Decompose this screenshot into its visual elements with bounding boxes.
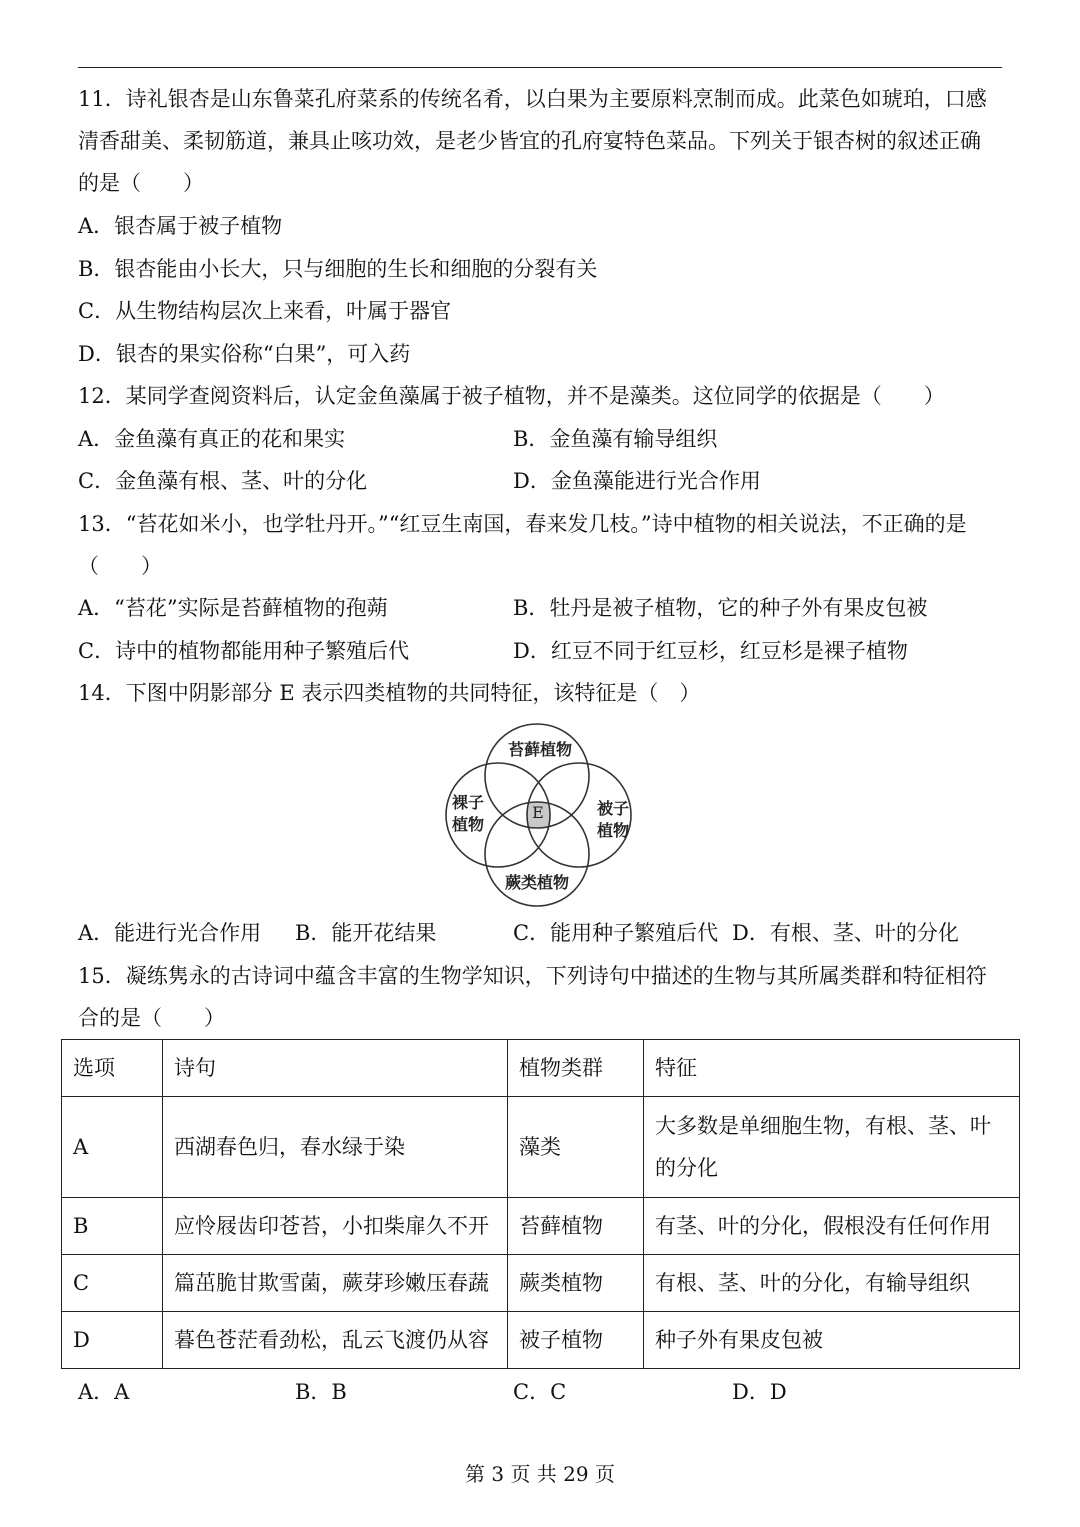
table-cell	[644, 1097, 1020, 1198]
table-row	[62, 1198, 1020, 1255]
q15-stem-line1: 15．凝练隽永的古诗词中蕴含丰富的生物学知识，下列诗句中描述的生物与其所属类群和特征相符	[78, 964, 987, 988]
q11-stem-line1: 11．诗礼银杏是山东鲁菜孔府菜系的传统名肴，以白果为主要原料烹制而成。此菜色如琥珀，口感	[78, 87, 987, 111]
table-row	[62, 1312, 1020, 1369]
venn-label-right-1: 被子	[596, 799, 630, 818]
venn-diagram	[438, 716, 638, 916]
table-row	[62, 1097, 1020, 1198]
table-cell: 篇茁脆甘欺雪菌，蕨芽珍嫩压春蔬	[163, 1255, 508, 1312]
q15-options-table	[61, 1039, 1020, 1369]
table-cell: A	[62, 1097, 163, 1198]
q12-stem: 12．某同学查阅资料后，认定金鱼藻属于被子植物，并不是藻类。这位同学的依据是（ ）	[78, 384, 945, 408]
table-cell: 藻类	[508, 1097, 644, 1198]
venn-label-top: 苔藓植物	[507, 740, 573, 759]
table-header-row	[62, 1040, 1020, 1097]
venn-label-right-2: 植物	[596, 821, 630, 840]
q11-option-d: D．银杏的果实俗称“白果”，可入药	[78, 342, 411, 366]
q11-option-b: B．银杏能由小长大，只与细胞的生长和细胞的分裂有关	[78, 257, 598, 281]
q15-option-c: C．C	[513, 1380, 567, 1404]
table-cell-line: 大多数是单细胞生物，有根、茎、叶	[655, 1114, 991, 1138]
table-header-cell: 诗句	[163, 1040, 508, 1097]
q13-option-b: B．牡丹是被子植物，它的种子外有果皮包被	[513, 596, 928, 620]
q15-option-d: D．D	[732, 1380, 787, 1404]
table-cell: 苔藓植物	[508, 1198, 644, 1255]
q14-option-b: B．能开花结果	[295, 921, 437, 945]
table-cell: 蕨类植物	[508, 1255, 644, 1312]
q14-option-c: C．能用种子繁殖后代	[513, 921, 719, 945]
q15-option-b: B．B	[295, 1380, 347, 1404]
table-header-cell: 特征	[644, 1040, 1020, 1097]
q12-option-a: A．金鱼藻有真正的花和果实	[78, 427, 346, 451]
table-header-cell: 选项	[62, 1040, 163, 1097]
q12-option-c: C．金鱼藻有根、茎、叶的分化	[78, 469, 368, 493]
q14-stem: 14．下图中阴影部分 E 表示四类植物的共同特征，该特征是（ ）	[78, 681, 701, 705]
table-cell: 有根、茎、叶的分化，有输导组织	[644, 1255, 1020, 1312]
table-cell: B	[62, 1198, 163, 1255]
table-cell-line: 的分化	[655, 1156, 718, 1180]
q15-option-a: A．A	[78, 1380, 130, 1404]
q11-option-c: C．从生物结构层次上来看，叶属于器官	[78, 299, 452, 323]
q13-stem-line2: （ ）	[78, 554, 162, 578]
q12-option-d: D．金鱼藻能进行光合作用	[513, 469, 761, 493]
table-cell: 应怜屐齿印苍苔，小扣柴扉久不开	[163, 1198, 508, 1255]
q14-option-d: D．有根、茎、叶的分化	[732, 921, 959, 945]
q11-option-a: A．银杏属于被子植物	[78, 214, 283, 238]
table-row	[62, 1255, 1020, 1312]
venn-label-center: E	[532, 803, 544, 822]
q13-option-c: C．诗中的植物都能用种子繁殖后代	[78, 639, 410, 663]
q12-option-b: B．金鱼藻有输导组织	[513, 427, 718, 451]
q13-option-d: D．红豆不同于红豆杉，红豆杉是裸子植物	[513, 639, 908, 663]
table-cell: D	[62, 1312, 163, 1369]
table-cell: 西湖春色归，春水绿于染	[163, 1097, 508, 1198]
page-footer: 第 3 页 共 29 页	[465, 1462, 615, 1486]
venn-label-left-2: 植物	[451, 815, 485, 834]
q15-stem-line2: 合的是（ ）	[78, 1006, 225, 1030]
q13-stem-line1: 13．“苔花如米小，也学牡丹开。”“红豆生南国，春来发几枝。”诗中植物的相关说法，不正确的是	[78, 512, 967, 536]
q14-option-a: A．能进行光合作用	[78, 921, 262, 945]
q11-stem-line3: 的是（ ）	[78, 171, 204, 195]
table-cell: 种子外有果皮包被	[644, 1312, 1020, 1369]
header-rule	[78, 67, 1002, 68]
table-cell: C	[62, 1255, 163, 1312]
venn-label-left-1: 裸子	[451, 793, 485, 812]
table-header-cell: 植物类群	[508, 1040, 644, 1097]
q11-stem-line2: 清香甜美、柔韧筋道，兼具止咳功效，是老少皆宜的孔府宴特色菜品。下列关于银杏树的叙述正确	[78, 129, 981, 153]
q13-option-a: A．“苔花”实际是苔藓植物的孢蒴	[78, 596, 388, 620]
table-cell: 暮色苍茫看劲松，乱云飞渡仍从容	[163, 1312, 508, 1369]
table-cell: 被子植物	[508, 1312, 644, 1369]
table-cell: 有茎、叶的分化，假根没有任何作用	[644, 1198, 1020, 1255]
venn-label-bottom: 蕨类植物	[504, 873, 570, 892]
